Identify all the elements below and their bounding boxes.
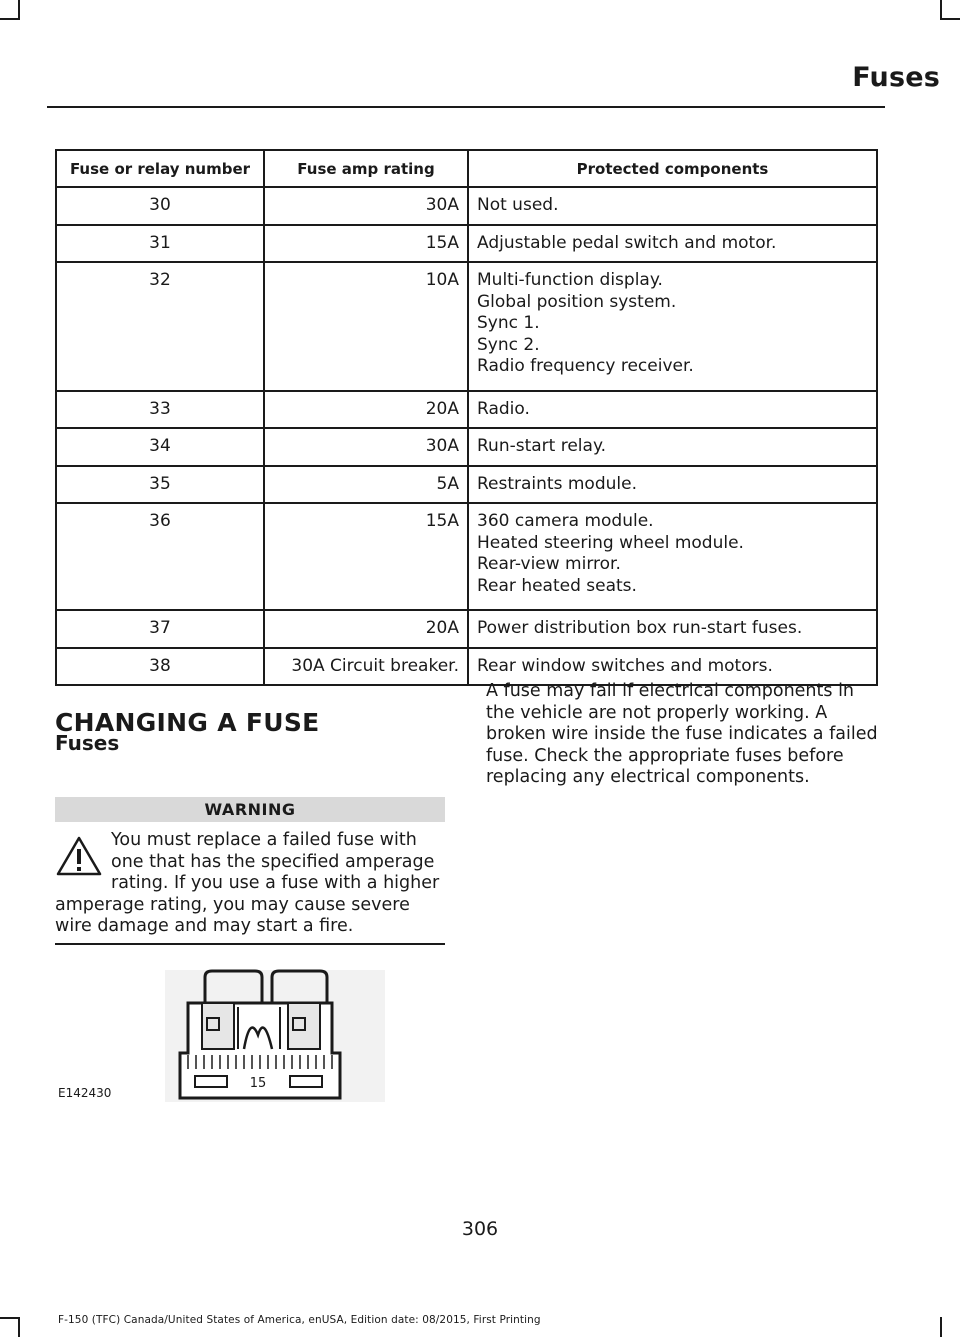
blade-fuse-illustration — [160, 965, 390, 1105]
table-row — [56, 428, 877, 466]
crop-mark — [940, 18, 960, 20]
table-row — [56, 610, 877, 648]
fuse-amp-cell: 10A — [264, 262, 468, 391]
crop-mark — [18, 1317, 20, 1337]
page-title — [0, 62, 940, 93]
fuse-table — [55, 149, 878, 686]
fuse-number-cell: 30 — [56, 187, 264, 225]
fuse-number-cell: 31 — [56, 225, 264, 263]
protected-component: Radio frequency receiver. — [477, 356, 694, 376]
column-header-number: Fuse or relay number — [56, 150, 264, 187]
fuse-number-cell: 36 — [56, 503, 264, 610]
page-title-text: Fuses — [852, 62, 940, 93]
protected-component: Restraints module. — [477, 473, 637, 494]
fuse-amp-cell: 15A — [264, 503, 468, 610]
figure-code: E142430 — [58, 1086, 112, 1100]
protected-component: Rear-view mirror. — [477, 554, 621, 574]
protected-component: Rear heated seats. — [477, 575, 637, 596]
warning-heading: WARNING — [55, 797, 445, 822]
protected-component: Heated steering wheel module. — [477, 532, 744, 553]
protected-component: Sync 1. — [477, 313, 540, 333]
warning-text-block — [55, 830, 447, 938]
fuse-number-cell: 34 — [56, 428, 264, 466]
fuse-amp-cell: 20A — [264, 391, 468, 429]
protected-components-cell — [468, 391, 877, 429]
protected-component: Multi-function display. — [477, 270, 663, 290]
page-number: 306 — [461, 1218, 499, 1240]
table-row — [56, 648, 877, 686]
crop-mark — [0, 18, 20, 20]
crop-mark — [940, 1317, 942, 1337]
fuse-amp-cell: 30A — [264, 428, 468, 466]
fuse-table-body — [56, 187, 877, 685]
header-divider — [47, 106, 885, 108]
protected-components-cell — [468, 648, 877, 686]
table-row — [56, 503, 877, 610]
protected-component: 360 camera module. — [477, 511, 654, 531]
table-row — [56, 391, 877, 429]
warning-divider — [55, 943, 445, 945]
fuse-number-cell: 37 — [56, 610, 264, 648]
protected-component: Not used. — [477, 195, 559, 215]
fuse-number-cell: 32 — [56, 262, 264, 391]
protected-component: Rear window switches and motors. — [477, 655, 773, 676]
subsection-title: Fuses — [55, 731, 120, 755]
fuse-failure-paragraph: A fuse may fail if electrical components in the vehicle are not properly working. A broken wire inside the fuse indicates a failed fuse. Check the appropriate fuses before replacing any electrical components. — [486, 681, 878, 787]
protected-components-cell — [468, 610, 877, 648]
table-row — [56, 466, 877, 504]
protected-component: Run-start relay. — [477, 436, 606, 456]
fuse-amp-cell: 30A Circuit breaker. — [264, 648, 468, 686]
column-header-amp: Fuse amp rating — [264, 150, 468, 187]
table-header-row — [56, 150, 877, 187]
fuse-number-cell: 33 — [56, 391, 264, 429]
fuse-amp-cell: 15A — [264, 225, 468, 263]
section-title: CHANGING A FUSE — [55, 708, 320, 737]
fuse-number-cell: 35 — [56, 466, 264, 504]
table-row — [56, 225, 877, 263]
fuse-rating-label: 15 — [249, 1076, 267, 1091]
crop-mark — [940, 0, 942, 20]
crop-mark — [0, 1317, 20, 1319]
table-row — [56, 262, 877, 391]
protected-component: Sync 2. — [477, 334, 540, 355]
protected-components-cell — [468, 428, 877, 466]
table-row — [56, 187, 877, 225]
warning-text: You must replace a failed fuse with one that has the specified amperage rating. If you use a fuse with a higher amperage rating, you may cause severe wire damage and may start a fire. — [55, 830, 440, 936]
protected-components-cell — [468, 466, 877, 504]
fuse-amp-cell: 20A — [264, 610, 468, 648]
fuse-amp-cell: 30A — [264, 187, 468, 225]
protected-components-cell — [468, 225, 877, 263]
protected-component: Power distribution box run-start fuses. — [477, 618, 803, 638]
footer-edition-text: F-150 (TFC) Canada/United States of America, enUSA, Edition date: 08/2015, First Printing — [58, 1314, 541, 1326]
protected-component: Adjustable pedal switch and motor. — [477, 232, 777, 253]
crop-mark — [18, 0, 20, 20]
fuse-number-cell: 38 — [56, 648, 264, 686]
fuse-amp-cell: 5A — [264, 466, 468, 504]
protected-component: Global position system. — [477, 291, 677, 312]
column-header-components: Protected components — [468, 150, 877, 187]
protected-components-cell — [468, 187, 877, 225]
protected-components-cell — [468, 503, 877, 610]
protected-components-cell — [468, 262, 877, 391]
protected-component: Radio. — [477, 398, 530, 419]
